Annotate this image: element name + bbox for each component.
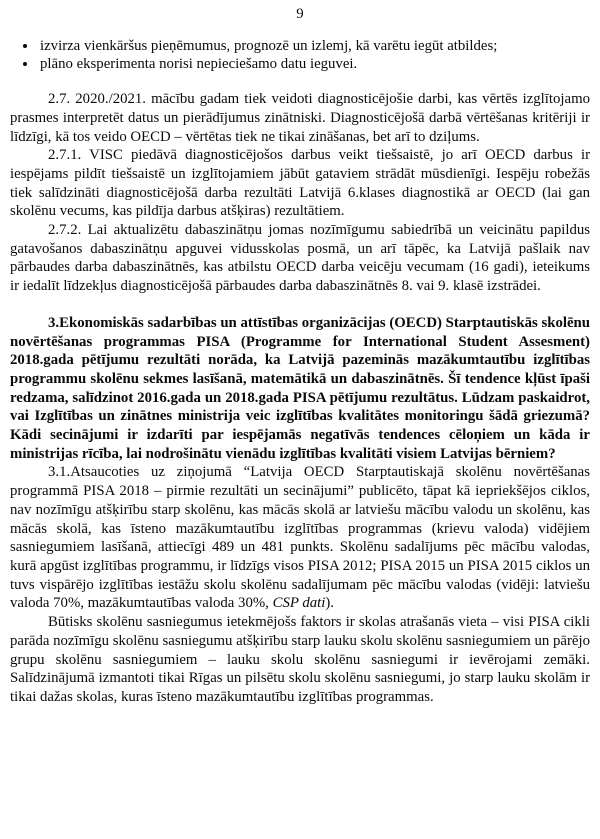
paragraph-3-1-tail: ). — [325, 595, 334, 612]
bullet-list — [10, 37, 590, 74]
page-number: 9 — [296, 6, 304, 22]
paragraph-2-7-2: 2.7.2. Lai aktualizētu dabaszinātņu jomas nozīmīgumu sabiedrībā un veicinātu papildus gatavošanos dabaszinātņu apguvei vidusskolas posmā, un arī tāpēc, ka Latvijā pašlaik nav pārbaudes darba dabaszinātnēs, kas atbilstu OECD darba veicēju vecumam (16 gadi), ieteikums ir iedalīt līdzekļus diagnosticējošā pārbaudes darba dabaszinātnēs 8. vai 9. klasē izstrādei. — [10, 222, 590, 295]
bullet-item-experiment: • plāno eksperimenta norisi nepieciešamo datu ieguvei. — [38, 55, 590, 74]
paragraph-butisks: Būtisks skolēnu sasniegumus ietekmējošs faktors ir skolas atrašanās vieta – visi PISA cikli parāda nozīmīgu skolēnu sasniegumu atšķirību starp lauku skolu skolēnu sasniegumiem un pārējo grupu skolēnu sasniegumiem – lauku skolu skolēnu sasniegumi ir ievērojami zemāki. Salīdzinājumā izmantoti tikai Rīgas un pilsētu skolu skolēnu sasniegumi, jo starp lauku skolām ir tikai dažas skolas, kuras īsteno mazākumtautību izglītības programmas. — [10, 614, 590, 705]
paragraph-3-question: 3.Ekonomiskās sadarbības un attīstības organizācijas (OECD) Starptautiskās skolēnu novērtēšanas programmas PISA (Programme for International Student Assesment) 2018.gada pētījumu rezultāti norāda, ka Latvijā pazeminās mazākumtautību izglītības programmu skolēnu sekmes lasīšanā, matemātikā un dabaszinātnēs. Šī tendence kļūst īpaši redzama, salīdzinot 2016.gada un 2018.gada PISA pētījumu rezultātus. Lūdzam paskaidrot, vai Izglītības un zinātnes ministrija veic izglītības kvalitātes monitoringu šādā griezumā? Kādi secinājumi ir izdarīti par iespējamās negatīvās tendences cēloņiem un kāda ir ministrijas rīcība, lai nodrošinātu vienādu izglītības kvalitāti visiem Latvijas bērniem? — [10, 314, 590, 462]
bullet-item-assumptions: • izvirza vienkāršus pieņēmumus, prognozē un izlemj, kā varētu iegūt atbildes; — [38, 37, 590, 56]
csp-dati-citation: CSP dati — [272, 595, 326, 612]
paragraph-3-1 — [10, 463, 590, 613]
paragraph-2-7-1: 2.7.1. VISC piedāvā diagnosticējošos darbus veikt tiešsaistē, jo arī OECD darbus ir iespējams pildīt tiešsaistē un izglītojamiem jābūt gataviem strādāt mūsdienīgi. Iespēju robežās tiek salīdzināti diagnosticējošā darba rezultāti Latvijā 6.klases diagnostikā ar OECD (lai gan skolēnu vecums, kas pildīja darbus atšķiras) rezultātiem. — [10, 147, 590, 220]
paragraph-2-7: 2.7. 2020./2021. mācību gadam tiek veidoti diagnosticējošie darbi, kas vērtēs izglītojamo prasmes interpretēt datus un pierādījumus zinātniski. Diagnosticējošā darbā vērtēšanas kritēriji ir līdzīgi, kā tos veido OECD – vērtētas tiek ne tikai zināšanas, bet arī to dziļums. — [10, 91, 590, 145]
paragraph-3-1-text: 3.1.Atsaucoties uz ziņojumā “Latvija OECD Starptautiskajā skolēnu novērtēšanas programmā PISA 2018 – pirmie rezultāti un secinājumi” publicēto, tāpat kā iepriekšējos ciklos, nav nozīmīgu atšķirību starp skolēnu, kas mācās skolā ar latviešu mācību valodu un skolēnu, kas mācās skolā, kas īsteno mazākumtautību izglītības programmas (krievu valoda) vidējiem sasniegumiem lasīšanā, attiecīgi 489 un 481 punkts. Skolēnu sadalījums pēc mācību valodas, kurā apgūst izglītības programmu, ir līdzīgs visos PISA 2012; PISA 2015 un PISA 2015 ciklos un tuvs vispārējo izglītības iestāžu skolu skolēnu sadalījumam pēc mācību valodas (vidēji: latviešu valoda 70%, mazākumtautības valoda 30%, — [10, 464, 590, 612]
